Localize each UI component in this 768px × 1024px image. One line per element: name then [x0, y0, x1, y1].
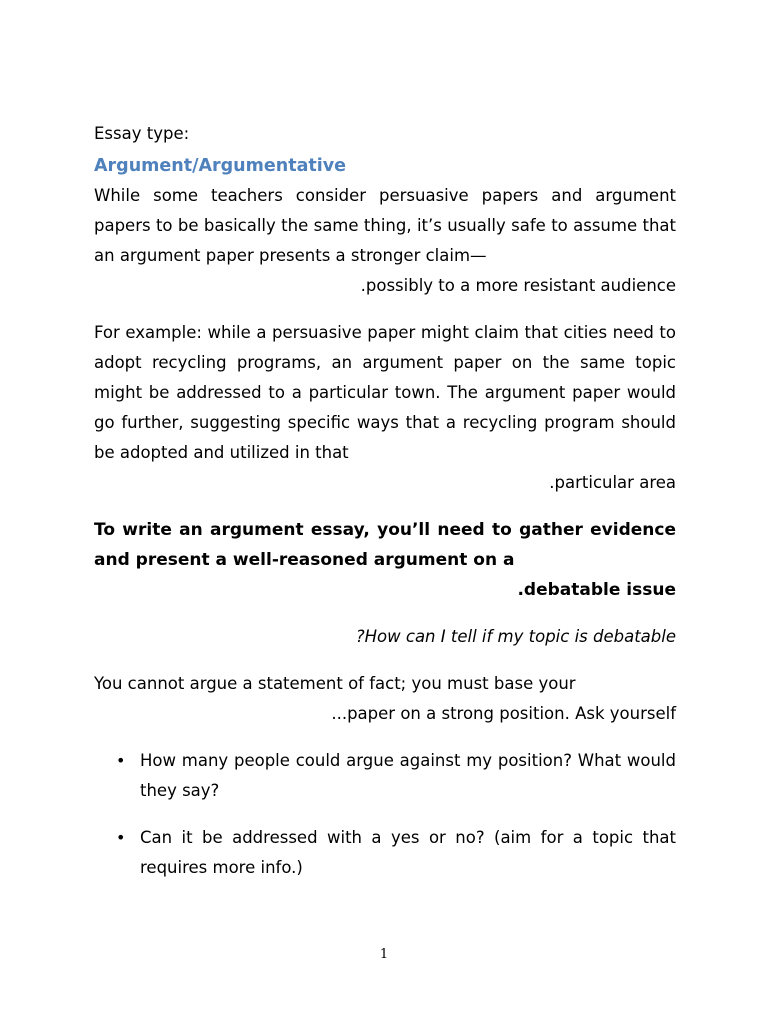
paragraph-example-text: For example: while a persuasive paper might claim that cities need to adopt recycling programs, an argument paper on the same topic might be addressed to a particular town. The argument paper would go further, suggesting specific ways that a recycling program should be adopted and utilized in that	[94, 323, 676, 462]
paragraph-bold-thesis	[94, 515, 676, 605]
paragraph-intro	[94, 181, 676, 301]
list-item-text: How many people could argue against my position? What would they say?	[140, 751, 676, 800]
document-body	[94, 119, 676, 900]
paragraph-fact-text: You cannot argue a statement of fact; you must base your	[94, 674, 576, 693]
paragraph-example-last-line: .particular area	[549, 473, 676, 492]
essay-type-label: Essay type:	[94, 124, 190, 143]
paragraph-intro-text: While some teachers consider persuasive papers and argument papers to be basically the same thing, it’s usually safe to assume that an argument paper presents a stronger claim—	[94, 186, 676, 265]
paragraph-example	[94, 318, 676, 498]
paragraph-fact-last-line: ...paper on a strong position. Ask yourself	[331, 704, 676, 723]
paragraph-fact	[94, 669, 676, 729]
section-heading: Argument/Argumentative	[94, 156, 347, 176]
paragraph-bold-thesis-last-line: .debatable issue	[517, 580, 676, 600]
paragraph-bold-thesis-text: To write an argument essay, you’ll need to gather evidence and present a well-reasoned argument on a	[94, 520, 676, 570]
list-item-text: Can it be addressed with a yes or no? (aim for a topic that requires more info.)	[140, 828, 676, 877]
list-item	[94, 746, 676, 806]
paragraph-intro-last-line: .possibly to a more resistant audience	[360, 276, 676, 295]
debatable-question: ?How can I tell if my topic is debatable	[355, 627, 676, 646]
page-number: 1	[379, 947, 389, 962]
question-list	[94, 746, 676, 883]
bullet-icon: •	[116, 828, 126, 847]
bullet-icon: •	[116, 751, 126, 770]
list-item	[94, 823, 676, 883]
